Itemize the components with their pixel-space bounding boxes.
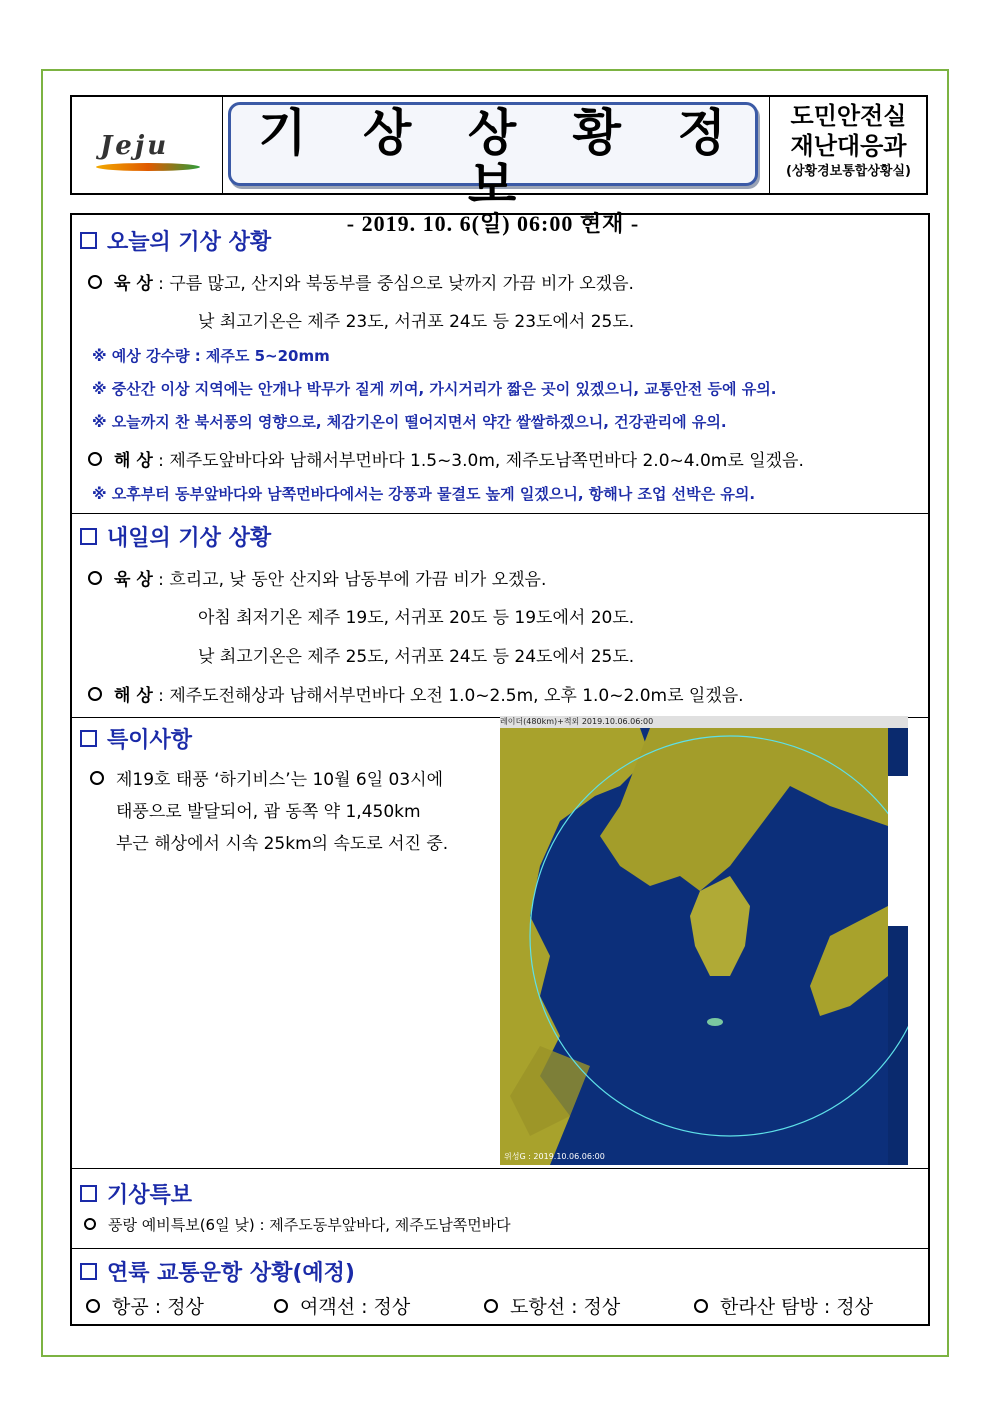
tomorrow-land-line2: 아침 최저기온 제주 19도, 서귀포 20도 등 19도에서 20도. xyxy=(198,608,635,628)
jeju-logo xyxy=(72,97,223,193)
traffic-item: 한라산 탐방 : 정상 xyxy=(694,1292,873,1319)
section-tomorrow xyxy=(72,513,928,718)
today-land-line2: 낮 최고기온은 제주 23도, 서귀포 24도 등 23도에서 25도. xyxy=(198,312,635,332)
tomorrow-sea-line: 해 상 : 제주도전해상과 남해서부먼바다 오전 1.0~2.5m, 오후 1.0~2.0m로 일겠음. xyxy=(88,681,744,706)
dept-line3: (상황경보통합상황실) xyxy=(786,164,911,179)
today-note3: ※ 오늘까지 찬 북서풍의 영향으로, 체감기온이 떨어지면서 약간 쌀쌀하겠으니, 건강관리에 유의. xyxy=(92,413,727,431)
checkbox-icon xyxy=(80,232,97,249)
section-title: 오늘의 기상 상황 xyxy=(80,225,271,256)
today-note2: ※ 중산간 이상 지역에는 안개나 박무가 짙게 끼여, 가시거리가 짧은 곳이 있겠으니, 교통안전 등에 유의. xyxy=(92,380,777,398)
special-line2: 태풍으로 발달되어, 괌 동쪽 약 1,450km xyxy=(116,802,421,822)
special-line3: 부근 해상에서 시속 25km의 속도로 서진 중. xyxy=(116,834,449,854)
radar-legend xyxy=(888,776,908,926)
content-table xyxy=(70,213,930,1326)
section-traffic xyxy=(72,1248,928,1324)
circle-bullet-icon xyxy=(86,1299,100,1313)
section-title: 내일의 기상 상황 xyxy=(80,521,271,552)
header xyxy=(70,95,928,236)
warning-line: 풍랑 예비특보(6일 낮) : 제주도동부앞바다, 제주도남쪽먼바다 xyxy=(84,1214,511,1235)
section-title: 기상특보 xyxy=(80,1178,192,1209)
today-land-line1: 육 상 : 구름 많고, 산지와 북동부를 중심으로 낮까지 가끔 비가 오겠음. xyxy=(88,269,634,294)
circle-bullet-icon xyxy=(88,571,102,585)
radar-label: 레이더(480km)+적외 2019.10.06.06:00 xyxy=(500,716,908,728)
section-today xyxy=(72,215,928,514)
checkbox-icon xyxy=(80,730,97,747)
traffic-item: 여객선 : 정상 xyxy=(274,1292,410,1319)
department xyxy=(769,97,927,193)
today-note4: ※ 오후부터 동부앞바다와 남쪽먼바다에서는 강풍과 물결도 높게 일겠으니, 항해나 조업 선박은 유의. xyxy=(92,485,756,503)
page-subtitle: - 2019. 10. 6(일) 06:00 현재 - xyxy=(346,211,640,236)
circle-bullet-icon xyxy=(90,771,104,785)
today-note1: ※ 예상 강수량 : 제주도 5~20mm xyxy=(92,347,330,365)
section-title: 특이사항 xyxy=(80,723,192,754)
tomorrow-land-line3: 낮 최고기온은 제주 25도, 서귀포 24도 등 24도에서 25도. xyxy=(198,647,635,667)
dept-line2: 재난대응과 xyxy=(790,132,907,160)
logo-text: Jeju xyxy=(100,131,170,161)
section-warning xyxy=(72,1168,928,1249)
today-sea-line: 해 상 : 제주도앞바다와 남해서부먼바다 1.5~3.0m, 제주도남쪽먼바다 2.0~4.0m로 일겠음. xyxy=(88,446,804,471)
radar-satellite-image xyxy=(500,716,908,1165)
circle-bullet-icon xyxy=(88,687,102,701)
circle-bullet-icon xyxy=(484,1299,498,1313)
section-title: 연륙 교통운항 상황(예정) xyxy=(80,1256,355,1287)
radar-footer: 위성G : 2019.10.06.06:00 xyxy=(504,1152,605,1161)
circle-bullet-icon xyxy=(88,452,102,466)
page-title: 기 상 상 황 정 보 xyxy=(258,105,748,213)
tomorrow-land-line1: 육 상 : 흐리고, 낮 동안 산지와 남동부에 가끔 비가 오겠음. xyxy=(88,565,546,590)
traffic-item: 도항선 : 정상 xyxy=(484,1292,620,1319)
checkbox-icon xyxy=(80,528,97,545)
special-line1: 제19호 태풍 ‘하기비스’는 10월 6일 03시에 xyxy=(90,765,443,790)
circle-bullet-icon xyxy=(274,1299,288,1313)
radar-map-icon xyxy=(500,716,908,1165)
checkbox-icon xyxy=(80,1185,97,1202)
dept-line1: 도민안전실 xyxy=(790,102,907,130)
checkbox-icon xyxy=(80,1263,97,1280)
traffic-item: 항공 : 정상 xyxy=(86,1292,204,1319)
circle-bullet-icon xyxy=(84,1218,96,1230)
logo-swoosh-icon xyxy=(96,163,200,171)
title-box xyxy=(228,102,758,236)
circle-bullet-icon xyxy=(694,1299,708,1313)
circle-bullet-icon xyxy=(88,275,102,289)
